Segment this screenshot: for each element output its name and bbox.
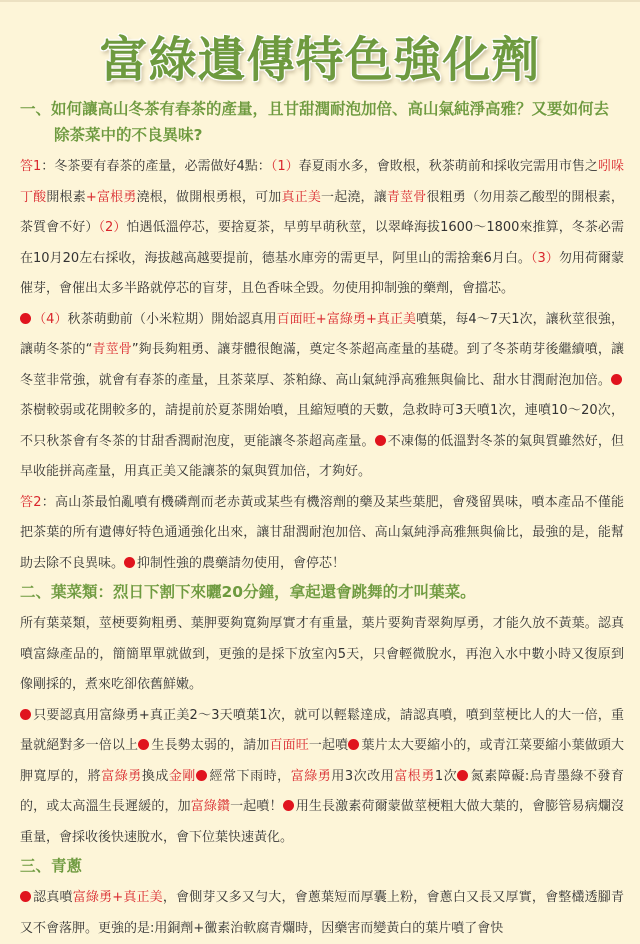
product-highlight: 富根勇 xyxy=(394,768,435,784)
text: 春夏雨水多，會敗根，秋茶萌前和採收完需用市售之 xyxy=(298,159,598,174)
bullet-icon xyxy=(375,435,386,446)
text: 一起噴 xyxy=(308,738,349,753)
section-2-heading: 二、葉菜類：烈日下割下來曬20分鐘，拿起還會跳舞的才叫葉菜。 xyxy=(20,583,476,601)
text: 抑制性強的農藥請勿使用，會停芯！ xyxy=(137,555,346,571)
product-highlight: 吲哚丁酸 xyxy=(20,159,624,205)
bullet-icon xyxy=(20,891,31,902)
top-border xyxy=(0,0,640,2)
text: 認真噴 xyxy=(33,890,73,905)
section-3-heading: 三、青蔥 xyxy=(20,857,83,875)
text: ：高山茶最怕亂噴有機磷劑而老赤黃或某些有機溶劑的藥及某些葉肥，會殘留異味，噴本產品不僅能把茶葉的所有遺傳好特色通通強化出來，讓甘甜潤耐泡加倍、高山氣純淨高雅無與倫比，最強的是，能幫助去除不良異味。 xyxy=(20,494,624,571)
text: 怕遇低溫停芯，要捨夏茶，早剪早萌秋莖，以翠峰海拔1600～1800來推算，冬茶必需在10月20左右採收，海拔越高越要提前，德基水庫旁的需更早，阿里山的需捨棄6月白。 xyxy=(20,220,624,266)
answer-label: 答2 xyxy=(20,494,42,510)
bullet-icon xyxy=(20,313,31,324)
text: 換成 xyxy=(141,768,169,784)
bullet-icon xyxy=(611,374,622,385)
text: 用生長激素荷爾蒙做莖梗粗大做大葉的，會膨管易病爛沒重量，會採收後快速脫水，會下位葉快速黃化。 xyxy=(20,799,624,845)
point-number: （1） xyxy=(270,159,299,174)
page-title: 富綠遺傳特色強化劑 xyxy=(99,32,541,88)
text: 經常下雨時， xyxy=(208,768,291,784)
product-highlight: 百面旺 xyxy=(269,738,309,753)
text: 一起澆，讓 xyxy=(321,189,387,205)
bullet-icon xyxy=(348,739,359,750)
point-4 xyxy=(20,305,624,488)
text: ”夠長夠粗勇、讓芽體很飽滿，奠定冬茶超高產量的基礎。到了冬茶萌芽後繼續噴，讓冬莖非常強，就會有春茶的產量，且茶菜厚、茶粕綠、高山氣純淨高雅無與倫比、甜水甘潤耐泡加倍。 xyxy=(20,342,624,388)
section-2-intro: 所有葉菜類，莖梗要夠粗勇、葉胛要夠寬夠厚實才有重量，葉片要夠青翠夠厚勇，才能久放不黃葉。認真噴富綠產品的，簡簡單單就做到，更強的是採下放室內5天，只會輕微脫水，再泡入水中數小時又復原到像剛採的，煮來吃卻依舊鮮嫩。 xyxy=(20,616,624,692)
product-highlight: 富綠勇+真正美 xyxy=(72,890,163,905)
text: ，會側芽又多又勻大，會蔥葉短而厚囊上粉，會蔥白又長又厚實，會整欉透腳青又不會落胛。更強的是:用銅劑+黴素治軟腐青爛時，因藥害而變黃白的葉片噴了會快 xyxy=(20,890,624,936)
text: 一起噴！ xyxy=(230,799,283,814)
text: 秋茶萌動前（小米粒期）開始認真用 xyxy=(67,311,277,327)
point-number: （3） xyxy=(530,250,559,266)
document-body xyxy=(20,96,624,944)
bullet-icon xyxy=(138,739,149,750)
product-highlight: 富綠勇 xyxy=(290,768,332,784)
product-highlight: 金剛 xyxy=(168,768,196,784)
product-highlight: 富綠勇 xyxy=(101,768,142,784)
text: 1次 xyxy=(434,768,458,784)
term-highlight: 青莖骨 xyxy=(92,342,132,357)
point-number: （4） xyxy=(33,311,68,327)
product-highlight: +富根勇 xyxy=(85,189,137,205)
section-2-tips xyxy=(20,701,624,854)
product-highlight: 真正美 xyxy=(281,189,322,205)
text: 茶樹較弱或花開較多的，請提前於夏茶開始噴，且縮短噴的天數，急救時可3天噴1次，連噴10～20次，不只秋茶會有冬茶的甘甜香潤耐泡度，更能讓冬茶超高產量。 xyxy=(20,403,624,449)
answer-label: 答1 xyxy=(20,159,42,174)
text: ：冬茶要有春茶的產量，必需做好4點： xyxy=(41,159,271,174)
text: 葉片太大要縮小的，或青江菜要縮小葉做頭大胛寬厚的，將 xyxy=(20,738,624,784)
section-3-body xyxy=(20,883,624,944)
text: 不凍傷的低溫對冬茶的氣與質雖然好，但早收能拼高產量，用真正美又能讓茶的氣與質加倍，才夠好。 xyxy=(20,433,624,479)
text: 生長勢太弱的，請加 xyxy=(151,738,270,753)
text: 勿用荷爾蒙催芽，會催出太多半路就停芯的盲芽，且色香味全毀。勿使用抑制強的藥劑，會擋芯。 xyxy=(20,250,624,296)
answer-1 xyxy=(20,152,624,305)
text: 氮素障礙:烏青墨綠不發育的，或太高溫生長遲緩的，加 xyxy=(20,768,624,814)
answer-2 xyxy=(20,488,624,580)
section-1-heading: 一、如何讓高山冬茶有春茶的產量，且甘甜潤耐泡加倍、高山氣純淨高雅？又要如何去除茶菜中的不良異味? xyxy=(20,100,610,144)
bullet-icon xyxy=(196,770,207,781)
point-number: （2） xyxy=(98,220,127,235)
bullet-icon xyxy=(20,709,31,720)
text: 噴葉，每4～7天1次，讓秋莖很強，讓萌冬茶的“ xyxy=(20,311,624,357)
term-highlight: 青莖骨 xyxy=(386,189,427,205)
text: 只要認真用富綠勇+真正美2～3天噴葉1次，就可以輕鬆達成，請認真噴，噴到莖梗比人的大一倍，重量就絕對多一倍以上 xyxy=(20,707,624,753)
text: 很粗勇（勿用萘乙酸型的開根素，茶質會不好） xyxy=(20,189,624,235)
text: 澆根，做開根勇根，可加 xyxy=(136,189,282,205)
product-highlight: 百面旺+富綠勇+真正美 xyxy=(276,311,417,327)
text: 開根素 xyxy=(46,189,86,205)
text: 用3次改用 xyxy=(331,768,395,784)
bullet-icon xyxy=(457,770,468,781)
bullet-icon xyxy=(124,557,135,568)
product-highlight: 富綠鑽 xyxy=(190,799,231,814)
bullet-icon xyxy=(283,800,294,811)
